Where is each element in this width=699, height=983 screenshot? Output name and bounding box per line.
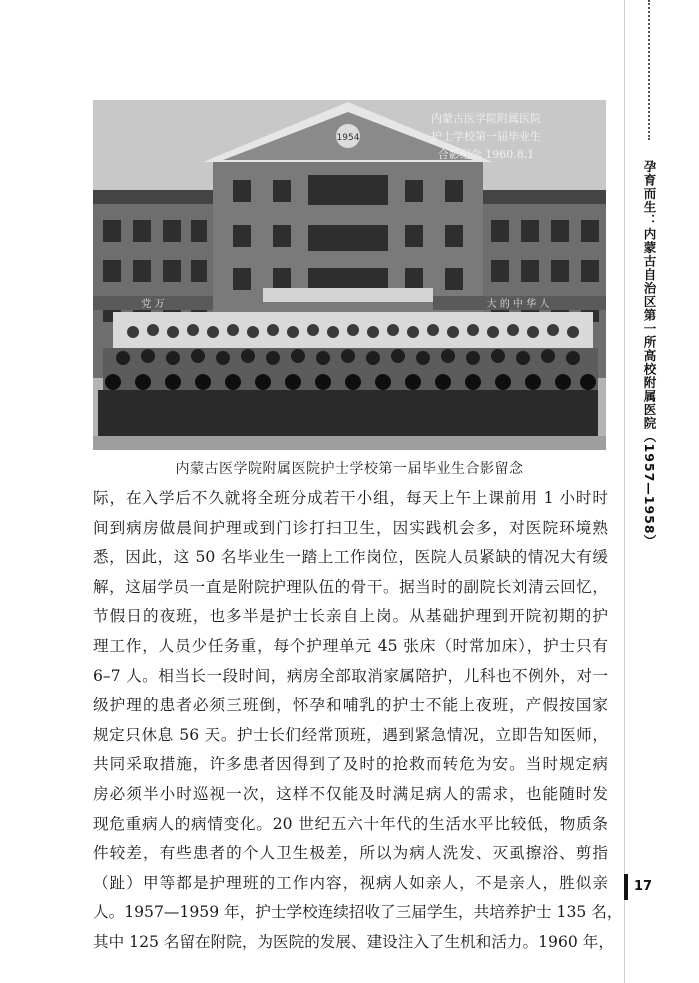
body-line: 悉，因此，这 50 名毕业生一踏上工作岗位，医院人员紧缺的情况大有缓 bbox=[93, 548, 608, 567]
body-line: 6–7 人。相当长一段时间，病房全部取消家属陪护，儿科也不例外，对一 bbox=[93, 666, 608, 685]
inscription-line: 合影纪念 1960.8.1 bbox=[437, 148, 535, 161]
body-line: 间到病房做晨间护理或到门诊打扫卫生，因实践机会多，对医院环境熟 bbox=[93, 518, 608, 537]
body-text bbox=[93, 484, 623, 958]
body-line: 现危重病人的病情变化。20 世纪五六十年代的生活水平比较低，物质条 bbox=[93, 814, 608, 833]
inscription-line: 内蒙古医学院附属医院 bbox=[431, 112, 541, 125]
body-line: （趾）甲等都是护理班的工作内容，视病人如亲人，不是亲人，胜似亲 bbox=[93, 873, 608, 892]
body-line: 房必须半小时巡视一次，这样不仅能及时满足病人的需求，也能随时发 bbox=[93, 784, 608, 803]
photo-inscription bbox=[406, 110, 566, 164]
body-line: 其中 125 名留在附院，为医院的发展、建设注入了生机和活力。1960 年， bbox=[93, 932, 614, 951]
margin-rule bbox=[624, 0, 625, 983]
body-line: 共同采取措施，许多患者因得到了及时的抢救而转危为安。当时规定病 bbox=[93, 755, 608, 774]
body-line: 件较差，有些患者的个人卫生极差，所以为病人洗发、灭虱擦浴、剪指 bbox=[93, 844, 608, 863]
margin-dotted-line bbox=[648, 0, 650, 140]
banner-right: 大 的 中 华 人 bbox=[486, 299, 550, 310]
building-sign: 1954 bbox=[336, 133, 360, 143]
body-line: 人。1957—1959 年，护士学校连续招收了三届学生，共培养护士 135 名， bbox=[93, 903, 623, 922]
page-number: 17 bbox=[624, 874, 658, 900]
body-line: 节假日的夜班，也多半是护士长亲自上岗。从基础护理到开院初期的护 bbox=[93, 607, 608, 626]
body-line: 解，这届学员一直是附院护理队伍的骨干。据当时的副院长刘清云回忆， bbox=[93, 577, 608, 596]
body-line: 理工作，人员少任务重，每个护理单元 45 张床（时常加床），护士只有 bbox=[93, 636, 608, 655]
group-photo bbox=[93, 100, 606, 450]
body-line: 规定只休息 56 天。护士长们经常顶班，遇到紧急情况，立即告知医师， bbox=[93, 725, 608, 744]
banner-left: 党 万 bbox=[141, 299, 165, 310]
running-header: 孕育而生：内蒙古自治区第一所高校附属医院（1957—1958） bbox=[642, 160, 657, 549]
body-line: 际，在入学后不久就将全班分成若干小组，每天上午上课前用 1 小时时 bbox=[93, 489, 608, 507]
photo-caption: 内蒙古医学院附属医院护士学校第一届毕业生合影留念 bbox=[175, 461, 524, 477]
inscription-line: 护士学校第一届毕业生 bbox=[431, 130, 541, 143]
body-line: 级护理的患者必须三班倒，怀孕和哺乳的护士不能上夜班，产假按国家 bbox=[93, 696, 608, 715]
